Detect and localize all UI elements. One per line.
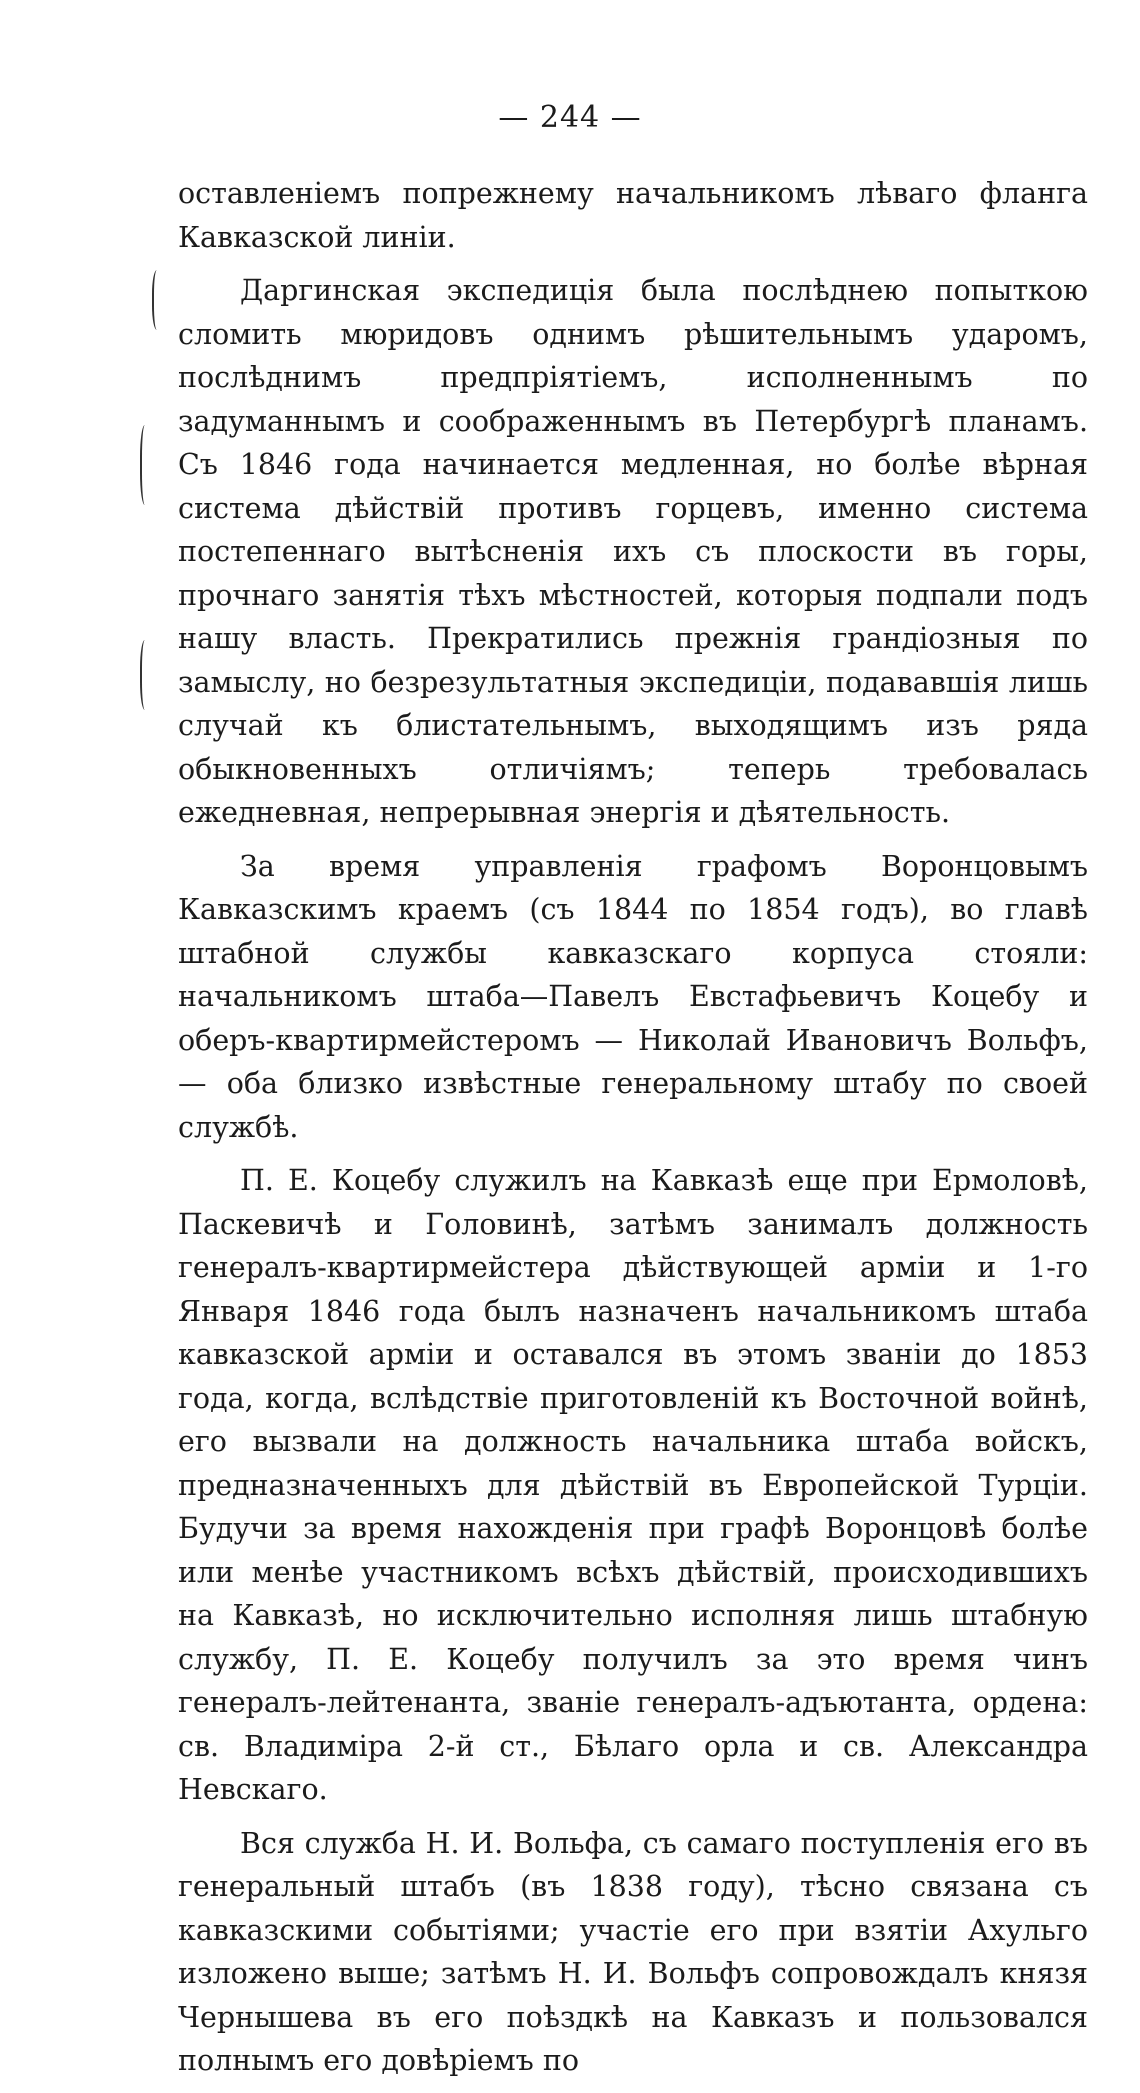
margin-pencil-mark	[152, 270, 164, 330]
paragraph: Вся служба Н. И. Вольфа, съ самаго поступленія его въ генеральный штабъ (въ 1838 году), тѣсно связана съ кавказскими событіями; участіе его при взятіи Ахульго изложено выше; затѣмъ Н. И. Вольфъ сопровождалъ князя Чернышева въ его поѣздкѣ на Кавказъ и пользовался полнымъ его довѣріемъ по	[178, 1826, 1088, 2077]
paragraph: За время управленія графомъ Воронцовымъ Кавказскимъ краемъ (съ 1844 по 1854 годъ), во главѣ штабной службы кавказскаго корпуса стояли: начальникомъ штаба—Павелъ Евстафьевичъ Коцебу и оберъ-квартирмейстеромъ — Николай Ивановичъ Вольфъ, — оба близко извѣстные генеральному штабу по своей службѣ.	[178, 849, 1088, 1144]
page-body	[178, 172, 1088, 2093]
margin-pencil-mark	[140, 640, 152, 710]
paragraph: Даргинская экспедиція была послѣднею попыткою сломить мюридовъ однимъ рѣшительнымъ ударомъ, послѣднимъ предпріятіемъ, исполненнымъ по задуманнымъ и соображеннымъ въ Петербургѣ планамъ. Съ 1846 года начинается медленная, но болѣе вѣрная система дѣйствій противъ горцевъ, именно система постепеннаго вытѣсненія ихъ съ плоскости въ горы, прочнаго занятія тѣхъ мѣстностей, которыя подпали подъ нашу власть. Прекратились прежнія грандіозныя по замыслу, но безрезультатныя экспедиціи, подававшія лишь случай къ блистательнымъ, выходящимъ изъ ряда обыкновенныхъ отличіямъ; теперь требовалась ежедневная, непрерывная энергія и дѣятельность.	[178, 274, 1088, 829]
paragraph: П. Е. Коцебу служилъ на Кавказѣ еще при Ермоловѣ, Паскевичѣ и Головинѣ, затѣмъ занималъ должность генералъ-квартирмейстера дѣйствующей арміи и 1-го Января 1846 года былъ назначенъ начальникомъ штаба кавказской арміи и оставался въ этомъ званіи до 1853 года, когда, вслѣдствіе приготовленій къ Восточной войнѣ, его вызвали на должность начальника штаба войскъ, предназначенныхъ для дѣйствій въ Европейской Турціи. Будучи за время нахожденія при графѣ Воронцовѣ болѣе или менѣе участникомъ всѣхъ дѣйствій, происходившихъ на Кавказѣ, но исключительно исполняя лишь штабную службу, П. Е. Коцебу получилъ за это время чинъ генералъ-лейтенанта, званіе генералъ-адъютанта, ордена: св. Владиміра 2-й ст., Бѣлаго орла и св. Александра Невскаго.	[178, 1164, 1088, 1806]
paragraph: оставленіемъ попрежнему начальникомъ лѣваго фланга Кавказской линіи.	[178, 177, 1088, 254]
margin-pencil-mark	[140, 425, 152, 505]
page-number: — 244 —	[498, 100, 642, 135]
